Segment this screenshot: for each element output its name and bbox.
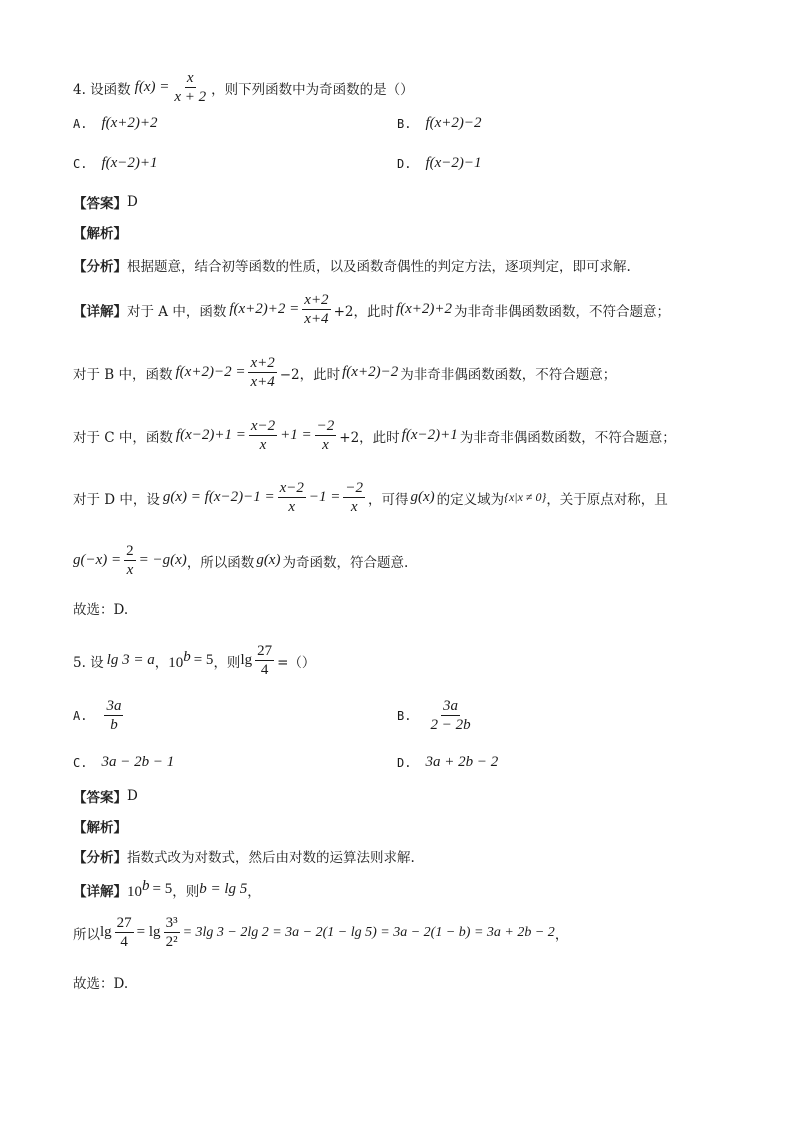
q4-stem <box>73 70 414 105</box>
q5-option-a-num: 3a <box>106 698 122 714</box>
q4-option-d <box>397 155 482 172</box>
q4-option-b-text: f(x+2)−2 <box>425 115 482 131</box>
q5-option-a <box>73 698 126 733</box>
q4-option-c-text: f(x−2)+1 <box>101 155 158 171</box>
q4-c-frac2-num: −2 <box>316 418 335 434</box>
q5-option-b-den: 2 − 2b <box>430 717 471 733</box>
q4-fenxi-tag: 【分析】 <box>73 259 127 275</box>
q4-d-mid: −1 = <box>308 489 341 505</box>
q4-d-fraction2 <box>343 480 365 515</box>
q5-stem-10 <box>168 649 191 672</box>
q4-choose-text: 故选：D. <box>73 602 129 618</box>
q4-d-frac2-num: −2 <box>345 480 364 496</box>
q4-choose <box>73 598 128 618</box>
q4-fenxi-text: 根据题意，结合初等函数的性质，以及函数奇偶性的判定方法，逐项判定，即可求解. <box>127 259 631 275</box>
q4-c-frac1-num: x−2 <box>250 418 276 434</box>
q4-option-a-text: f(x+2)+2 <box>101 115 158 131</box>
q5-detail-10 <box>127 878 150 901</box>
q4-stem-fx: f(x) = <box>134 79 170 95</box>
q5-option-b-label: B. <box>397 708 412 723</box>
q4-answer-value: D <box>127 194 138 210</box>
q4-d2-end: 为奇函数，符合题意. <box>282 554 409 571</box>
q5-analysis-tag: 【解析】 <box>73 820 127 836</box>
q4-d-fraction1 <box>278 480 306 515</box>
q4-d2-frac-den: x <box>126 562 134 578</box>
q4-stem-fraction <box>172 70 208 105</box>
q4-d-frac2-den: x <box>350 499 358 515</box>
q4-option-c <box>73 155 158 172</box>
q5-fenxi-text: 指数式改为对数式，然后由对数的运算法则求解. <box>127 850 415 866</box>
q4-b-text1: 对于 B 中，函数 <box>73 366 173 383</box>
q4-option-c-label: C. <box>73 156 88 171</box>
q4-b-expr: f(x+2)−2 = <box>175 364 246 380</box>
q5-stem-10-base: 10 <box>168 655 184 671</box>
q5-choose-text: 故选：D. <box>73 976 129 992</box>
q4-answer-tag: 【答案】 <box>73 196 127 212</box>
q4-b-end: 为非奇非偶函数函数，不符合题意； <box>400 366 617 383</box>
q4-c-end: 为非奇非偶函数函数，不符合题意； <box>459 429 676 446</box>
q4-stem-den: x + 2 <box>174 89 207 105</box>
q4-c-fraction1 <box>249 418 277 453</box>
q5-answer <box>73 786 138 806</box>
q5-detail-end: ， <box>247 883 261 900</box>
q5-sol-fraction2 <box>164 915 180 950</box>
q4-stem-suffix: ，则下列函数中为奇函数的是（） <box>211 81 414 98</box>
q4-b-after: −2，此时 <box>279 366 341 383</box>
q5-analysis-heading <box>73 816 127 836</box>
q5-solution <box>73 915 568 950</box>
q5-option-d <box>397 754 498 771</box>
q4-detail-b <box>73 355 616 390</box>
q4-stem-num: x <box>186 70 194 86</box>
q5-option-d-text: 3a + 2b − 2 <box>425 754 499 770</box>
q4-d2-mid: ，所以函数 <box>186 554 255 571</box>
q5-stem-lg3: lg 3 = a <box>106 652 155 668</box>
q5-option-a-label: A. <box>73 708 88 723</box>
q5-sol-den1: 4 <box>120 934 128 950</box>
q4-a-expr: f(x+2)+2 = <box>229 301 300 317</box>
q4-b-frac-num: x+2 <box>250 355 275 371</box>
q5-stem-lg: lg <box>240 652 253 668</box>
q4-d2-expr: g(−x) = <box>73 552 122 568</box>
q5-xiangjie-tag: 【详解】 <box>73 883 127 900</box>
q5-detail-then: ，则 <box>172 883 200 900</box>
q4-c-expr2: f(x−2)+1 <box>401 427 458 443</box>
q4-b-fraction <box>248 355 276 390</box>
q5-sol-num1: 27 <box>116 915 132 931</box>
q5-stem-10-sup: b <box>183 649 191 665</box>
q5-sol-fraction1 <box>115 915 134 950</box>
q4-fenxi <box>73 255 631 275</box>
q5-detail-10-sup: b <box>142 878 150 894</box>
q5-sol-prefix: 所以 <box>73 926 100 943</box>
q5-option-a-fraction <box>104 698 123 733</box>
q5-sol-den2: 2² <box>165 934 178 950</box>
q4-detail-d2 <box>73 543 408 578</box>
q4-a-after: +2，此时 <box>333 303 394 320</box>
q4-option-b-label: B. <box>397 116 412 131</box>
q5-sol-num2: 3³ <box>165 915 178 931</box>
q4-c-text1: 对于 C 中，函数 <box>73 429 173 446</box>
q4-d-frac1-den: x <box>288 499 296 515</box>
q4-d-frac1-num: x−2 <box>279 480 304 496</box>
q4-option-d-text: f(x−2)−1 <box>425 155 482 171</box>
q5-option-c-text: 3a − 2b − 1 <box>101 754 175 770</box>
q4-a-end: 为非奇非偶函数函数，不符合题意； <box>454 303 671 320</box>
q4-a-expr2: f(x+2)+2 <box>395 301 453 317</box>
q4-d2-gx: g(x) <box>256 552 281 568</box>
q5-detail-eq: = 5 <box>152 881 173 897</box>
q5-detail-b: b = lg 5 <box>199 881 248 897</box>
q5-answer-value: D <box>127 788 138 804</box>
q5-stem-fraction <box>255 643 274 678</box>
q4-a-fraction <box>302 292 330 327</box>
q5-option-c-label: C. <box>73 755 88 770</box>
q5-stem-den: 4 <box>260 662 269 678</box>
q5-option-b <box>397 698 476 733</box>
q5-choose <box>73 972 128 992</box>
q5-detail-10-base: 10 <box>127 884 142 900</box>
q4-b-expr2: f(x+2)−2 <box>342 364 399 380</box>
q4-c-expr: f(x−2)+1 = <box>175 427 246 443</box>
q4-option-d-label: D. <box>397 156 412 171</box>
q4-a-frac-num: x+2 <box>304 292 329 308</box>
q4-c-frac2-den: x <box>322 437 329 453</box>
q5-stem-suffix: =（） <box>277 654 316 671</box>
q4-analysis-heading <box>73 222 127 242</box>
q5-stem-prefix: 5. 设 <box>73 654 104 671</box>
q4-d-text1: 对于 D 中，设 <box>73 491 160 508</box>
q5-option-a-den: b <box>110 717 118 733</box>
q5-answer-tag: 【答案】 <box>73 790 127 806</box>
q5-option-b-fraction <box>428 698 472 733</box>
q4-option-a <box>73 115 158 132</box>
q4-d2-frac-num: 2 <box>126 543 134 559</box>
q5-sol-end: ， <box>554 926 569 943</box>
q4-d-domain: {x|x ≠ 0} <box>504 490 547 504</box>
q4-d-gx: g(x) <box>410 489 435 505</box>
q5-stem-num: 27 <box>257 643 273 659</box>
q4-d-expr: g(x) = f(x−2)−1 = <box>162 489 275 505</box>
q5-sol-lg1: lg <box>100 924 112 940</box>
q4-option-b <box>397 115 482 132</box>
q5-option-b-num: 3a <box>443 698 459 714</box>
q4-a-text1: 对于 A 中，函数 <box>127 303 227 320</box>
q5-option-d-label: D. <box>397 755 412 770</box>
q4-d2-fraction <box>124 543 136 578</box>
q5-stem-comma: ， <box>154 654 169 671</box>
q4-d-end: ，关于原点对称，且 <box>546 491 668 508</box>
q4-analysis-tag: 【解析】 <box>73 226 127 242</box>
q4-answer <box>73 192 138 212</box>
q4-d-domain-text: 的定义域为 <box>436 491 505 508</box>
q4-c-fraction2 <box>315 418 337 453</box>
q4-d-after: ，可得 <box>368 491 409 508</box>
q5-detail <box>73 878 261 901</box>
q4-xiangjie-tag: 【详解】 <box>73 303 127 320</box>
q4-c-after: +2，此时 <box>339 429 400 446</box>
q4-c-mid: +1 = <box>280 427 312 443</box>
q5-fenxi <box>73 846 415 866</box>
q4-detail-c <box>73 418 676 453</box>
q4-detail-a <box>73 292 670 327</box>
q5-option-c <box>73 754 174 771</box>
q4-detail-d <box>73 480 668 515</box>
q4-option-a-label: A. <box>73 116 88 131</box>
q5-stem <box>73 643 315 678</box>
q4-b-frac-den: x+4 <box>250 374 275 390</box>
q5-sol-eq1: = lg <box>136 924 161 940</box>
q4-stem-prefix: 4. 设函数 <box>73 81 131 98</box>
q4-c-frac1-den: x <box>259 437 267 453</box>
q5-stem-eq5: = 5 <box>193 652 214 668</box>
q5-stem-then: ，则 <box>213 654 241 671</box>
q4-d2-expr2: = −g(x) <box>138 552 187 568</box>
q4-a-frac-den: x+4 <box>304 311 329 327</box>
q5-fenxi-tag: 【分析】 <box>73 850 127 866</box>
q5-sol-rest: = 3lg 3 − 2lg 2 = 3a − 2(1 − lg 5) = 3a − 2(1 − b) = 3a + 2b − 2 <box>182 924 555 940</box>
